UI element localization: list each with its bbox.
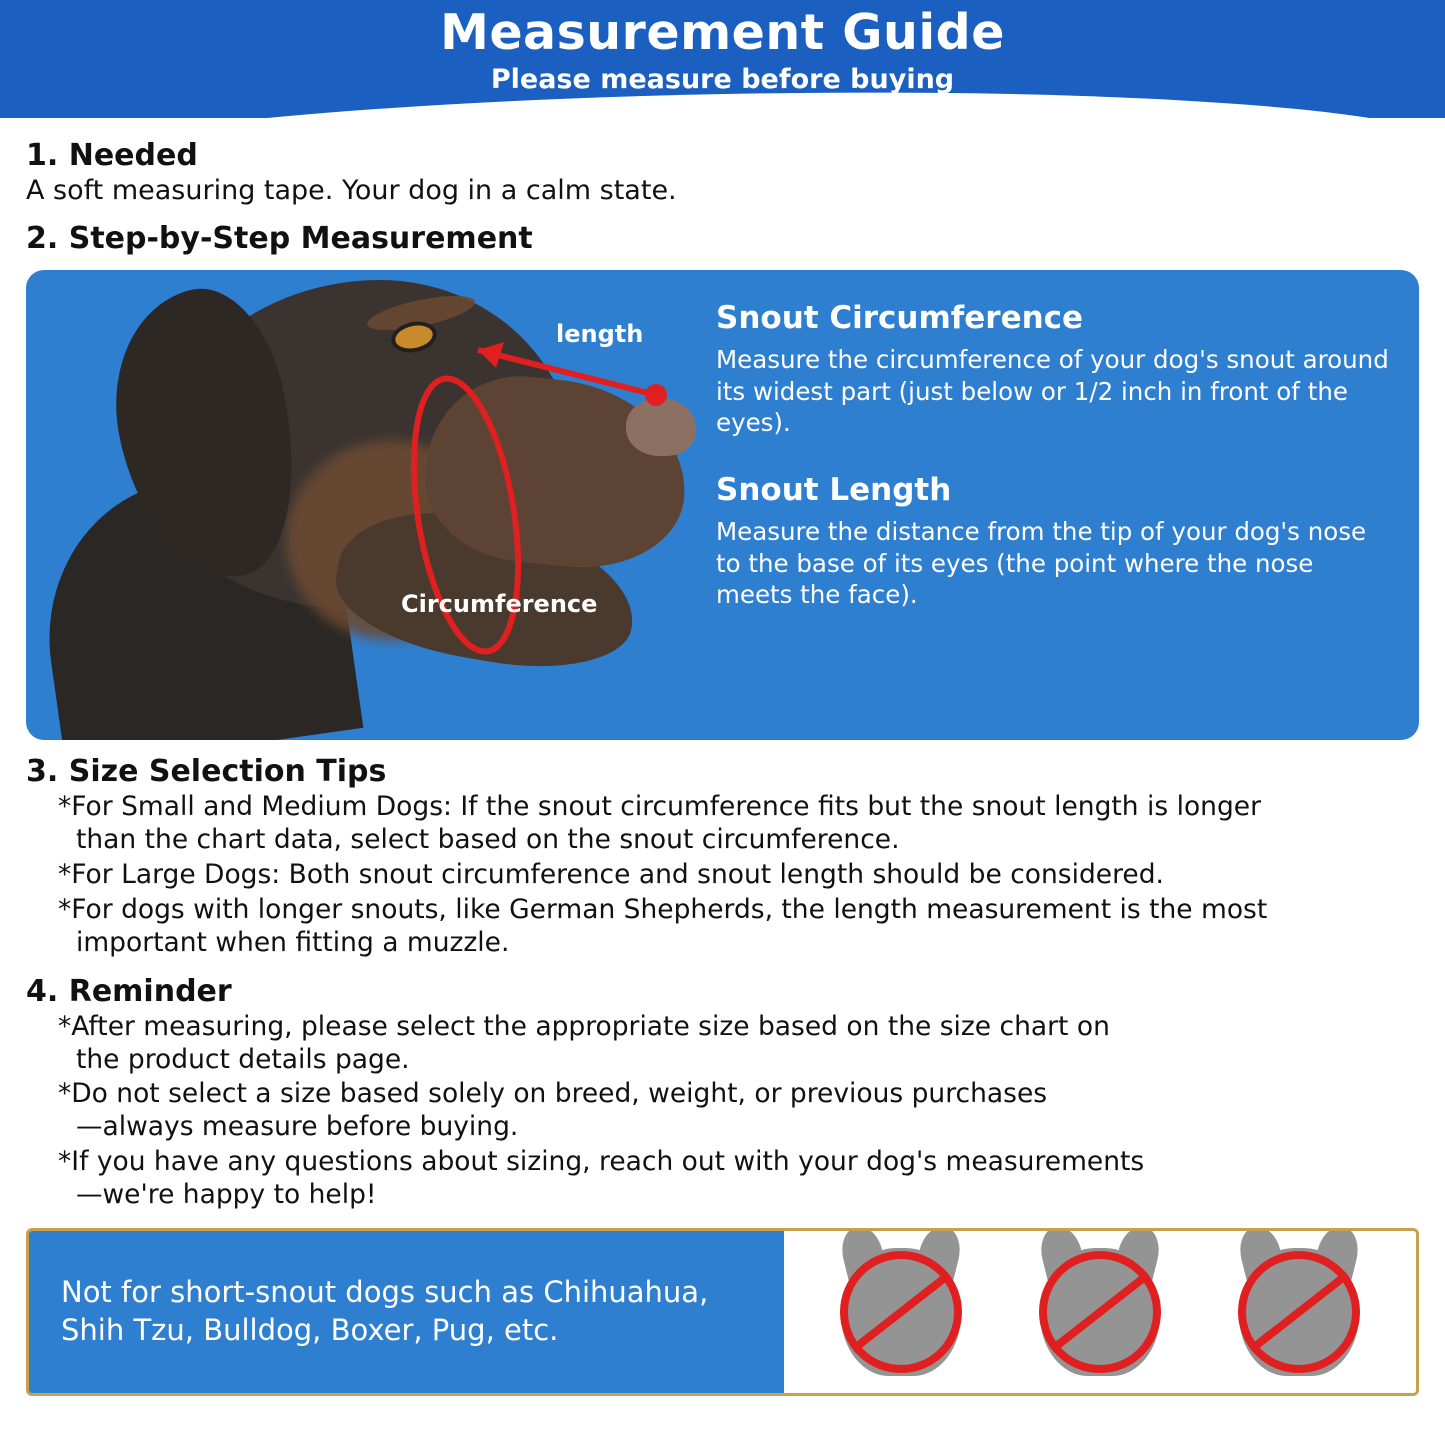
list-item bbox=[40, 1011, 1419, 1077]
list-item bbox=[40, 894, 1419, 960]
page-title: Measurement Guide bbox=[440, 4, 1005, 61]
pane-spacer bbox=[716, 438, 1393, 472]
list-item bbox=[40, 1078, 1419, 1144]
tip-line-1: *For Small and Medium Dogs: If the snout circumference fits but the snout length is longer bbox=[58, 791, 1261, 823]
section-heading-tips: 3. Size Selection Tips bbox=[26, 754, 387, 790]
section-heading-needed: 1. Needed bbox=[26, 138, 198, 173]
tip-line-2: *For Large Dogs: Both snout circumference and snout length should be considered. bbox=[58, 859, 1164, 891]
header-banner bbox=[0, 0, 1445, 118]
reminder-line-1: *After measuring, please select the appropriate size based on the size chart on bbox=[58, 1010, 1110, 1042]
section-heading-reminder: 4. Reminder bbox=[26, 973, 232, 1009]
no-shih-tzu-icon bbox=[1025, 1237, 1175, 1387]
diagram-text-pane bbox=[686, 270, 1419, 740]
section-text-needed: A soft measuring tape. Your dog in a calm state. bbox=[26, 175, 677, 206]
reminder-line-2: *Do not select a size based solely on breed, weight, or previous purchases bbox=[58, 1078, 1048, 1110]
measurement-diagram-card bbox=[26, 270, 1419, 740]
tips-list bbox=[26, 791, 1419, 959]
tip-line-3-cont: important when fitting a muzzle. bbox=[76, 926, 510, 958]
reminder-line-1-cont: the product details page. bbox=[76, 1043, 410, 1075]
snout-length-text: Measure the distance from the tip of your dog's nose to the base of its eyes (the point where the nose meets the face). bbox=[716, 517, 1367, 610]
reminder-line-3-cont: —we're happy to help! bbox=[76, 1178, 377, 1210]
reminder-list bbox=[26, 1011, 1419, 1212]
warning-icons bbox=[784, 1231, 1416, 1393]
snout-length-heading: Snout Length bbox=[716, 472, 952, 509]
dog-photo bbox=[26, 270, 686, 740]
reminder-line-3: *If you have any questions about sizing, reach out with your dog's measurements bbox=[58, 1146, 1145, 1178]
list-item bbox=[40, 859, 1419, 892]
short-snout-warning bbox=[26, 1228, 1419, 1396]
page-subtitle: Please measure before buying bbox=[490, 63, 955, 95]
warning-line-2: Shih Tzu, Bulldog, Boxer, Pug, etc. bbox=[61, 1312, 559, 1347]
list-item bbox=[40, 791, 1419, 857]
label-length: length bbox=[556, 320, 644, 349]
reminder-line-2-cont: —always measure before buying. bbox=[76, 1111, 519, 1143]
guide-body bbox=[0, 118, 1445, 1212]
list-item bbox=[40, 1146, 1419, 1212]
tip-line-1-cont: than the chart data, select based on the snout circumference. bbox=[76, 824, 900, 856]
warning-text bbox=[29, 1231, 784, 1393]
no-chihuahua-icon bbox=[826, 1237, 976, 1387]
section-heading-steps: 2. Step-by-Step Measurement bbox=[26, 221, 533, 257]
tip-line-3: *For dogs with longer snouts, like German Shepherds, the length measurement is the most bbox=[58, 893, 1268, 925]
label-circumference: Circumference bbox=[401, 590, 598, 619]
no-bulldog-icon bbox=[1224, 1237, 1374, 1387]
snout-circumference-text: Measure the circumference of your dog's snout around its widest part (just below or 1/2 inch in front of the eyes). bbox=[716, 345, 1389, 438]
warning-line-1: Not for short-snout dogs such as Chihuahua, bbox=[61, 1275, 709, 1310]
snout-circumference-heading: Snout Circumference bbox=[716, 300, 1084, 337]
